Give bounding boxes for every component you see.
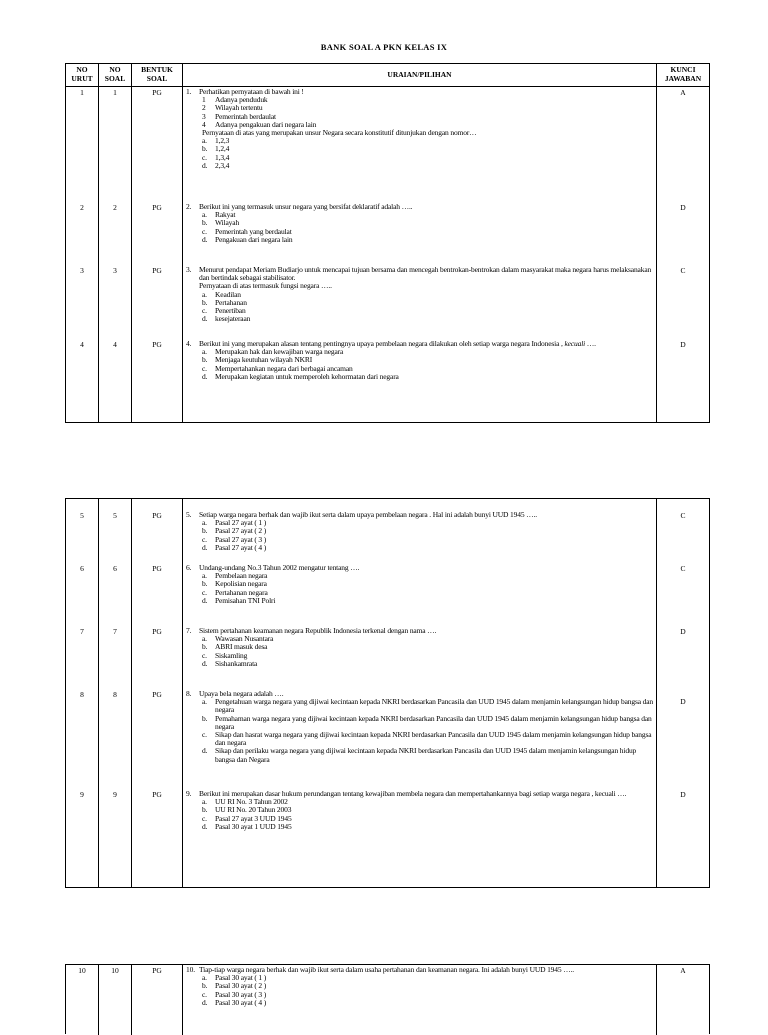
option-text: Rakyat (215, 210, 236, 220)
statement-label: 2 (202, 103, 206, 113)
option-text: 1,3,4 (215, 152, 230, 162)
option-text: Pasal 30 ayat ( 1 ) (215, 973, 267, 983)
option-text: Wilayah (215, 218, 240, 228)
question-table-page-2 (65, 498, 710, 888)
no-soal-cell: 2 (99, 202, 132, 265)
option-label: b. (202, 218, 208, 228)
no-urut-cell: 9 (66, 789, 99, 887)
answer-key-cell: C (680, 511, 686, 520)
question-number: 10. (186, 965, 195, 974)
option-label: c. (202, 534, 207, 544)
question-text: Berikut ini merupakan dasar hukum perundangan tentang kewajiban membela negara dan mempertahankannya bagi setiap warga negara , kecuali …. (199, 789, 627, 798)
option-text: Pembelaan negara (215, 571, 268, 581)
statement-text: Pemerintah berdaulat (215, 111, 276, 121)
table-row (66, 265, 709, 339)
question-number: 7. (186, 626, 192, 635)
no-soal-cell: 9 (99, 789, 132, 887)
option-label: a. (202, 347, 207, 357)
question-number: 4. (186, 339, 192, 348)
bentuk-cell: PG (132, 202, 183, 265)
question-number: 5. (186, 510, 192, 519)
statement-label: 3 (202, 111, 206, 121)
no-urut-cell: 6 (66, 563, 99, 626)
option-label: c. (202, 650, 207, 660)
question-text: Sistem pertahanan keamanan negara Republik Indonesia terkenal dengan nama …. (199, 626, 437, 635)
bentuk-cell: PG (132, 626, 183, 689)
question-cell (183, 499, 657, 563)
option-label: d. (202, 821, 208, 831)
document-title: BANK SOAL A PKN KELAS IX (320, 42, 448, 52)
option-label: a. (202, 697, 207, 707)
no-soal-cell: 8 (99, 689, 132, 789)
question-number: 1. (186, 87, 192, 96)
option-text: Pasal 27 ayat ( 4 ) (215, 542, 267, 552)
bentuk-cell: PG (132, 87, 183, 202)
answer-key-cell: D (680, 697, 686, 706)
option-label: d. (202, 658, 208, 668)
no-urut-cell: 1 (66, 87, 99, 202)
statement-label: 4 (202, 119, 206, 129)
statement-text: Adanya penduduk (215, 95, 268, 105)
option-label: b. (202, 805, 208, 815)
option-text: Pasal 27 ayat ( 1 ) (215, 518, 267, 528)
option-label: c. (202, 813, 207, 823)
option-text: Siskamling (215, 650, 248, 660)
option-label: c. (202, 152, 207, 162)
question-cell (183, 626, 657, 689)
option-label: c. (202, 989, 207, 999)
question-text-tail: …. (585, 339, 596, 348)
bentuk-cell: PG (132, 789, 183, 887)
header-bentuk-soal: BENTUK SOAL (132, 64, 183, 86)
question-number: 8. (186, 689, 192, 698)
question-subtext: Pernyataan di atas termasuk fungsi negara ….. (199, 281, 332, 291)
question-cell (183, 689, 657, 789)
option-text: Merupakan kegiatan untuk memperoleh kehormatan dari negara (215, 371, 399, 381)
question-text: Tiap-tiap warga negara berhak dan wajib ikut serta dalam usaha pertahanan dan keamanan negara. Ini adalah bunyi UUD 1945 ….. (199, 965, 575, 974)
no-urut-cell: 8 (66, 689, 99, 789)
option-text: Penertiban (215, 306, 246, 316)
answer-key-cell: A (680, 966, 686, 975)
option-text: Menjaga keutuhan wilayah NKRI (215, 355, 313, 365)
answer-key-cell: C (680, 266, 686, 275)
option-text: Merupakan hak dan kewajiban warga negara (215, 347, 344, 357)
no-urut-cell: 3 (66, 265, 99, 339)
bentuk-cell: PG (132, 563, 183, 626)
option-text: Keadilan (215, 289, 241, 299)
question-text: Menurut pendapat Meriam Budiarjo untuk mencapai tujuan bersama dan mencegah bentrokan-bentrokan dalam masyarakat maka negara harus melaksanakan dan bertindak sebagai stabilisator. (199, 265, 652, 283)
question-cell (183, 965, 657, 1035)
option-label: b. (202, 355, 208, 365)
option-text: Pasal 30 ayat ( 2 ) (215, 981, 267, 991)
option-label: c. (202, 226, 207, 236)
option-text: Kepolisian negara (215, 579, 267, 589)
option-label: c. (202, 306, 207, 316)
option-text: Pengetahuan warga negara yang dijiwai kecintaan kepada NKRI berdasarkan Pancasila dan UUD 1945 dalam menjamin kelangsungan hidup bangsa dan negara (215, 697, 654, 715)
option-label: d. (202, 542, 208, 552)
option-label: b. (202, 579, 208, 589)
option-label: a. (202, 210, 207, 220)
no-soal-cell: 5 (99, 499, 132, 563)
table-header-row (66, 64, 709, 87)
option-text: Pemahaman warga negara yang dijiwai kecintaan kepada NKRI berdasarkan Pancasila dan UUD 1945 dalam menjamin kelangsungan hidup bangsa dan negara (215, 713, 652, 731)
option-text: Sikap dan hasrat warga negara yang dijiwai kecintaan kepada NKRI berdasarkan Pancasila dan UUD 1945 dalam menjamin kelangsungan hidup bangsa dan negara (215, 730, 652, 748)
table-row (66, 789, 709, 887)
no-urut-cell: 7 (66, 626, 99, 689)
table-row (66, 499, 709, 563)
option-text: Pasal 30 ayat 1 UUD 1945 (215, 821, 292, 831)
answer-key-cell: D (680, 203, 686, 212)
option-text: Pertahanan (215, 297, 247, 307)
question-table-page-1 (65, 63, 710, 423)
option-text: Pemisahan TNI Polri (215, 595, 276, 605)
question-cell (183, 789, 657, 887)
answer-key-cell: C (680, 564, 686, 573)
option-text: UU RI No. 20 Tahun 2003 (215, 805, 292, 815)
option-label: c. (202, 363, 207, 373)
question-text: Setiap warga negara berhak dan wajib ikut serta dalam upaya pembelaan negara . Hal ini adalah bunyi UUD 1945 ….. (199, 510, 537, 519)
option-label: b. (202, 297, 208, 307)
option-label: a. (202, 136, 207, 146)
table-row (66, 202, 709, 265)
option-label: d. (202, 160, 208, 170)
question-number: 6. (186, 563, 192, 572)
bentuk-cell: PG (132, 339, 183, 423)
option-label: b. (202, 981, 208, 991)
question-number: 9. (186, 789, 192, 798)
answer-key-cell: D (680, 340, 686, 349)
option-text: Pertahanan negara (215, 587, 268, 597)
answer-key-cell: D (680, 790, 686, 799)
option-label: b. (202, 713, 208, 723)
question-cell (183, 87, 657, 202)
option-label: a. (202, 289, 207, 299)
header-no-soal: NO SOAL (99, 64, 132, 86)
no-urut-cell: 5 (66, 499, 99, 563)
option-text: Pasal 27 ayat ( 2 ) (215, 526, 267, 536)
option-text: Sishankamrata (215, 658, 258, 668)
question-text: Perhatikan pernyataan di bawah ini ! (199, 87, 304, 96)
option-label: b. (202, 144, 208, 154)
option-label: a. (202, 571, 207, 581)
option-label: d. (202, 234, 208, 244)
bentuk-cell: PG (132, 265, 183, 339)
table-row (66, 626, 709, 689)
question-cell (183, 339, 657, 423)
option-label: c. (202, 587, 207, 597)
question-subtext: Pernyataan di atas yang merupakan unsur Negara secara konstitutif ditunjukan dengan nomor… (202, 128, 477, 138)
no-urut-cell: 4 (66, 339, 99, 423)
option-label: d. (202, 314, 208, 324)
header-kunci: KUNCI JAWABAN (664, 65, 702, 83)
no-urut-cell: 2 (66, 202, 99, 265)
question-text-main: Berikut ini yang merupakan alasan tentang pentingnya upaya pembelaan negara dilakukan oleh setiap warga negara Indonesia , (199, 339, 563, 348)
no-urut-cell: 10 (66, 965, 99, 1035)
option-text: Pengakuan dari negara lain (215, 234, 293, 244)
question-text: Upaya bela negara adalah …. (199, 689, 284, 698)
option-label: b. (202, 526, 208, 536)
option-label: d. (202, 997, 208, 1007)
question-number: 3. (186, 265, 192, 274)
option-label: c. (202, 730, 207, 740)
option-text: 2,3,4 (215, 160, 230, 170)
no-soal-cell: 3 (99, 265, 132, 339)
option-text: ABRI masuk desa (215, 642, 268, 652)
table-row (66, 339, 709, 423)
option-text: Mempertahankan negara dari berbagai ancaman (215, 363, 353, 373)
option-text: 1,2,3 (215, 136, 230, 146)
answer-key-cell: D (680, 627, 686, 636)
no-soal-cell: 6 (99, 563, 132, 626)
question-text: Berikut ini yang termasuk unsur negara yang bersifat deklaratif adalah ….. (199, 202, 413, 211)
statement-label: 1 (202, 95, 206, 105)
option-label: a. (202, 797, 207, 807)
option-text: Pasal 27 ayat ( 3 ) (215, 534, 267, 544)
question-text: Undang-undang No.3 Tahun 2002 mengatur tentang …. (199, 563, 360, 572)
header-uraian: URAIAN/PILIHAN (183, 64, 657, 86)
no-soal-cell: 7 (99, 626, 132, 689)
bentuk-cell: PG (132, 499, 183, 563)
option-text: kesejateraan (215, 314, 251, 324)
option-text: Sikap dan perilaku warga negara yang dijiwai kecintaan kepada NKRI berdasarkan Pancasila dan UUD 1945 dalam menjamin kelangsungan hidup bangsa dan Negara (215, 746, 637, 764)
answer-key-cell: A (680, 88, 686, 97)
bentuk-cell: PG (132, 689, 183, 789)
question-cell (183, 265, 657, 339)
question-cell (183, 202, 657, 265)
option-text: Pemerintah yang berdaulat (215, 226, 292, 236)
option-label: a. (202, 634, 207, 644)
option-label: d. (202, 371, 208, 381)
option-text: Wawasan Nusantara (215, 634, 274, 644)
statement-text: Wilayah tertentu (215, 103, 263, 113)
statement-text: Adanya pengakuan dari negara lain (215, 119, 317, 129)
no-soal-cell: 1 (99, 87, 132, 202)
header-no-urut: NO URUT (66, 64, 99, 86)
bentuk-cell: PG (132, 965, 183, 1035)
question-cell (183, 563, 657, 626)
option-label: d. (202, 746, 208, 756)
table-row (66, 563, 709, 626)
option-text: 1,2,4 (215, 144, 230, 154)
question-number: 2. (186, 202, 192, 211)
table-row (66, 87, 709, 202)
no-soal-cell: 10 (99, 965, 132, 1035)
option-label: a. (202, 518, 207, 528)
option-label: d. (202, 595, 208, 605)
option-text: Pasal 30 ayat ( 3 ) (215, 989, 267, 999)
option-text: Pasal 27 ayat 3 UUD 1945 (215, 813, 292, 823)
option-text: UU RI No. 3 Tahun 2002 (215, 797, 288, 807)
table-row (66, 689, 709, 789)
option-label: a. (202, 973, 207, 983)
no-soal-cell: 4 (99, 339, 132, 423)
table-row (66, 965, 709, 1035)
question-text-emphasis: kecuali (564, 339, 586, 348)
option-text: Pasal 30 ayat ( 4 ) (215, 997, 267, 1007)
option-label: b. (202, 642, 208, 652)
